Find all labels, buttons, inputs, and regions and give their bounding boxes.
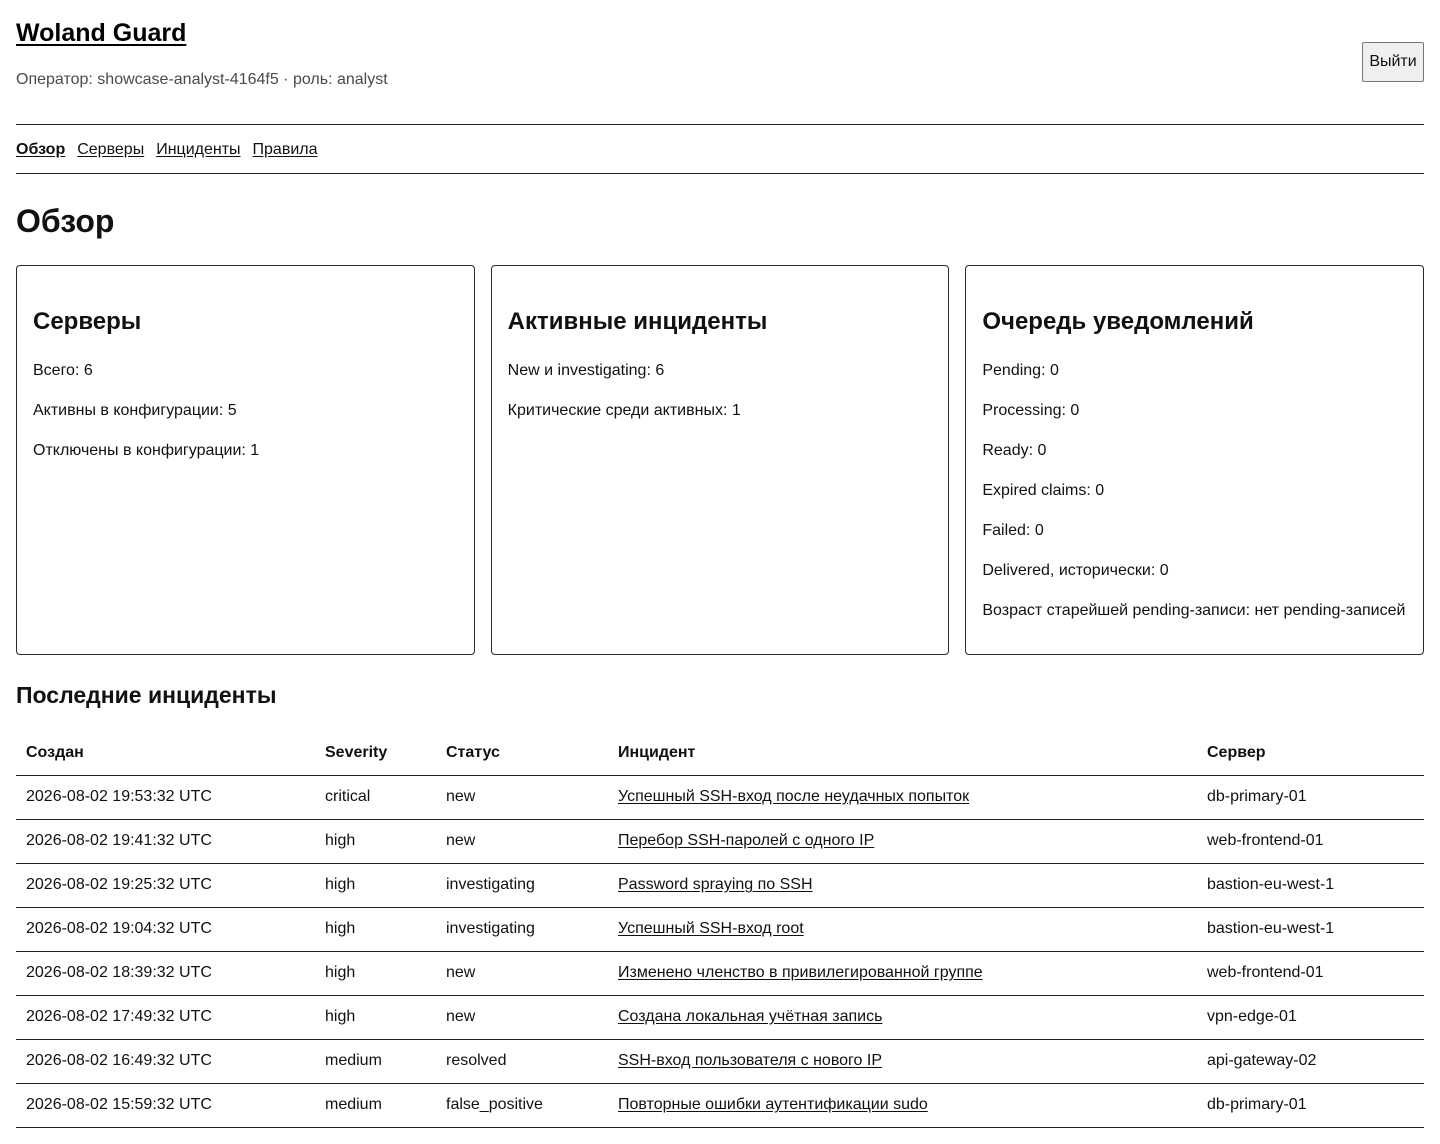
cell-created: 2026-08-02 19:41:32 UTC <box>16 819 315 863</box>
cell-created: 2026-08-02 18:39:32 UTC <box>16 951 315 995</box>
cell-server: bastion-eu-west-1 <box>1197 863 1424 907</box>
table-header-row <box>16 731 1424 775</box>
queue-delivered: Delivered, исторически: 0 <box>982 562 1169 579</box>
cell-severity: high <box>315 951 436 995</box>
cell-incident <box>608 819 1197 863</box>
table-header <box>16 731 1424 775</box>
recent-incidents-title: Последние инциденты <box>16 682 277 708</box>
queue-processing: Processing: 0 <box>982 402 1080 419</box>
cell-incident <box>608 1039 1197 1083</box>
incident-link[interactable]: Перебор SSH-паролей с одного IP <box>618 832 875 849</box>
servers-card-rows <box>33 360 466 480</box>
column-header-created: Создан <box>16 731 315 775</box>
active-incidents-card-rows <box>508 360 941 440</box>
cell-incident <box>608 775 1197 819</box>
table-row <box>16 775 1424 819</box>
cell-incident <box>608 951 1197 995</box>
nav-servers[interactable]: Серверы <box>77 141 145 158</box>
servers-card <box>16 265 475 655</box>
cell-status: investigating <box>436 907 608 951</box>
cell-created: 2026-08-02 17:49:32 UTC <box>16 995 315 1039</box>
logout-button[interactable]: Выйти <box>1362 42 1424 82</box>
cell-incident <box>608 1083 1197 1127</box>
brand-link[interactable]: Woland Guard <box>16 19 187 47</box>
cell-status: new <box>436 819 608 863</box>
cell-server: vpn-edge-01 <box>1197 995 1424 1039</box>
cell-created: 2026-08-02 19:25:32 UTC <box>16 863 315 907</box>
notification-queue-card-rows <box>982 360 1415 640</box>
cell-severity: critical <box>315 775 436 819</box>
incident-link[interactable]: Успешный SSH-вход после неудачных попыток <box>618 788 970 805</box>
table-body <box>16 775 1424 1127</box>
cell-server: web-frontend-01 <box>1197 819 1424 863</box>
cell-severity: medium <box>315 1083 436 1127</box>
incident-link[interactable]: Изменено членство в привилегированной группе <box>618 964 983 981</box>
cell-incident <box>608 995 1197 1039</box>
column-header-severity: Severity <box>315 731 436 775</box>
active-incidents-card <box>491 265 950 655</box>
servers-total: Всего: 6 <box>33 362 93 379</box>
queue-pending: Pending: 0 <box>982 362 1059 379</box>
table-row <box>16 863 1424 907</box>
app-header <box>16 0 1424 125</box>
cell-created: 2026-08-02 19:53:32 UTC <box>16 775 315 819</box>
nav-incidents[interactable]: Инциденты <box>156 141 241 158</box>
active-incidents-critical: Критические среди активных: 1 <box>507 402 741 419</box>
cell-created: 2026-08-02 16:49:32 UTC <box>16 1039 315 1083</box>
cell-server: bastion-eu-west-1 <box>1197 907 1424 951</box>
column-header-server: Сервер <box>1197 731 1424 775</box>
summary-cards <box>16 265 1424 655</box>
table-row <box>16 907 1424 951</box>
cell-status: new <box>436 951 608 995</box>
cell-created: 2026-08-02 15:59:32 UTC <box>16 1083 315 1127</box>
queue-expired-claims: Expired claims: 0 <box>982 482 1105 499</box>
cell-server: web-frontend-01 <box>1197 951 1424 995</box>
cell-status: new <box>436 775 608 819</box>
incident-link[interactable]: Повторные ошибки аутентификации sudo <box>618 1096 928 1113</box>
table-row <box>16 1083 1424 1127</box>
incident-link[interactable]: Успешный SSH-вход root <box>618 920 804 937</box>
column-header-incident: Инцидент <box>608 731 1197 775</box>
queue-oldest-pending-age: Возраст старейшей pending-записи: нет pending-записей <box>982 602 1406 619</box>
queue-failed: Failed: 0 <box>982 522 1044 539</box>
active-incidents-new-investigating: New и investigating: 6 <box>507 362 665 379</box>
operator-info: Оператор: showcase-analyst-4164f5 · роль: analyst <box>16 71 388 88</box>
cell-severity: high <box>315 819 436 863</box>
notification-queue-card <box>965 265 1424 655</box>
cell-status: investigating <box>436 863 608 907</box>
cell-severity: high <box>315 995 436 1039</box>
queue-ready: Ready: 0 <box>982 442 1047 459</box>
cell-server: db-primary-01 <box>1197 1083 1424 1127</box>
cell-severity: high <box>315 907 436 951</box>
cell-status: resolved <box>436 1039 608 1083</box>
servers-disabled: Отключены в конфигурации: 1 <box>33 442 260 459</box>
cell-severity: high <box>315 863 436 907</box>
incident-link[interactable]: SSH-вход пользователя с нового IP <box>618 1052 882 1069</box>
table-row <box>16 995 1424 1039</box>
notification-queue-card-title: Очередь уведомлений <box>982 308 1254 335</box>
nav-overview[interactable]: Обзор <box>16 141 66 158</box>
nav-rules[interactable]: Правила <box>252 141 318 158</box>
cell-status: false_positive <box>436 1083 608 1127</box>
cell-created: 2026-08-02 19:04:32 UTC <box>16 907 315 951</box>
table-row <box>16 819 1424 863</box>
servers-card-title: Серверы <box>33 308 142 335</box>
table-row <box>16 951 1424 995</box>
servers-active: Активны в конфигурации: 5 <box>33 402 237 419</box>
cell-incident <box>608 863 1197 907</box>
cell-server: db-primary-01 <box>1197 775 1424 819</box>
recent-incidents-table <box>16 731 1424 1128</box>
cell-status: new <box>436 995 608 1039</box>
active-incidents-card-title: Активные инциденты <box>507 308 768 335</box>
cell-server: api-gateway-02 <box>1197 1039 1424 1083</box>
app-root <box>0 0 1440 174</box>
cell-severity: medium <box>315 1039 436 1083</box>
column-header-status: Статус <box>436 731 608 775</box>
main-nav <box>16 125 1424 174</box>
table-row <box>16 1039 1424 1083</box>
page-title: Обзор <box>16 203 115 239</box>
cell-incident <box>608 907 1197 951</box>
incident-link[interactable]: Password spraying по SSH <box>618 876 813 893</box>
incident-link[interactable]: Создана локальная учётная запись <box>618 1008 883 1025</box>
